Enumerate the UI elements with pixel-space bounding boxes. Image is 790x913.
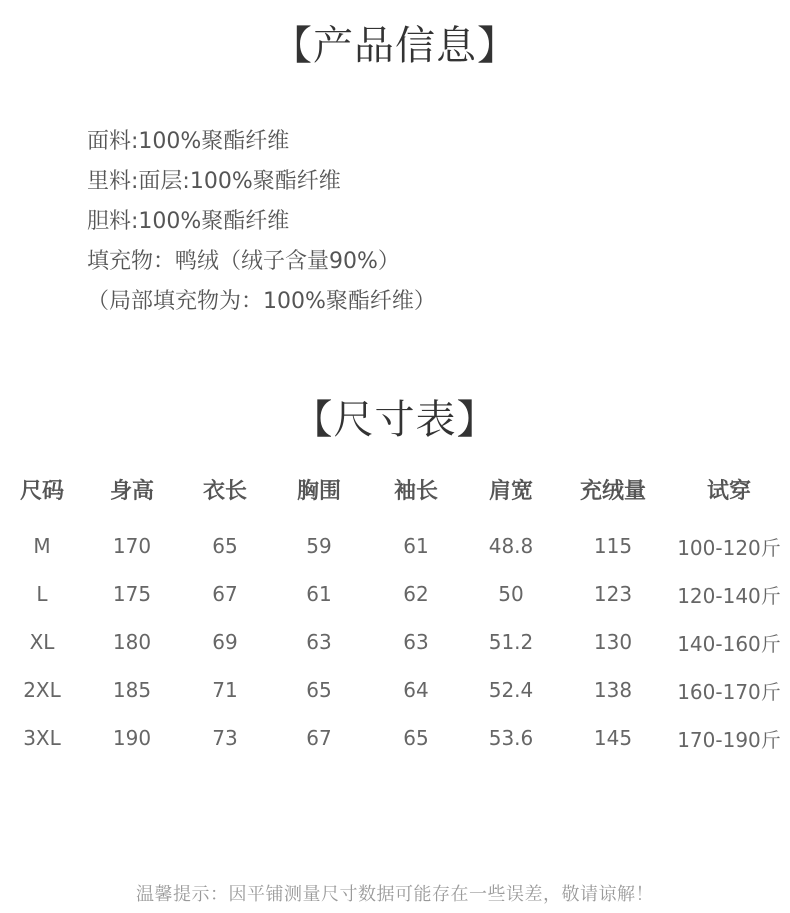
info-line-inner: 胆料:100%聚酯纤维	[87, 209, 290, 234]
cell-chest: 67	[306, 726, 332, 750]
cell-sleeve: 65	[403, 726, 429, 750]
cell-sleeve: 62	[403, 582, 429, 606]
cell-height: 175	[112, 582, 152, 606]
cell-down-fill: 123	[593, 582, 633, 606]
cell-height: 190	[112, 726, 152, 750]
header-fit-weight: 试穿	[706, 478, 751, 504]
table-row	[0, 570, 790, 618]
cell-shoulder: 50	[498, 582, 524, 606]
cell-sleeve: 63	[403, 630, 429, 654]
cell-length: 67	[212, 582, 238, 606]
size-chart-title: 【尺寸表】	[292, 397, 498, 443]
cell-fit-weight: 160-170斤	[677, 679, 781, 704]
cell-fit-weight: 120-140斤	[677, 583, 781, 608]
cell-size: 2XL	[23, 678, 61, 702]
table-header-row	[0, 462, 790, 516]
info-line-fabric: 面料:100%聚酯纤维	[87, 129, 290, 154]
table-row	[0, 618, 790, 666]
cell-down-fill: 115	[593, 534, 633, 558]
cell-shoulder: 52.4	[488, 678, 534, 702]
table-row	[0, 714, 790, 762]
cell-down-fill: 145	[593, 726, 633, 750]
header-size: 尺码	[19, 478, 64, 504]
info-line-partial-filling: （局部填充物为：100%聚酯纤维）	[87, 289, 436, 314]
table-row	[0, 666, 790, 714]
cell-down-fill: 130	[593, 630, 633, 654]
cell-size: XL	[29, 630, 55, 654]
product-info-title: 【产品信息】	[272, 23, 518, 69]
cell-sleeve: 61	[403, 534, 429, 558]
cell-chest: 61	[306, 582, 332, 606]
cell-fit-weight: 140-160斤	[677, 631, 781, 656]
cell-height: 185	[112, 678, 152, 702]
cell-shoulder: 48.8	[488, 534, 534, 558]
header-chest: 胸围	[296, 478, 341, 504]
cell-sleeve: 64	[403, 678, 429, 702]
cell-size: L	[36, 582, 48, 606]
cell-chest: 59	[306, 534, 332, 558]
header-length: 衣长	[202, 478, 247, 504]
cell-chest: 63	[306, 630, 332, 654]
info-line-lining: 里料:面层:100%聚酯纤维	[87, 169, 341, 194]
cell-height: 170	[112, 534, 152, 558]
header-shoulder: 肩宽	[488, 478, 533, 504]
cell-length: 71	[212, 678, 238, 702]
cell-down-fill: 138	[593, 678, 633, 702]
footnote-disclaimer: 温馨提示：因平铺测量尺寸数据可能存在一些误差，敬请谅解！	[136, 884, 654, 905]
cell-length: 73	[212, 726, 238, 750]
size-chart-table	[0, 462, 790, 762]
cell-size: 3XL	[23, 726, 61, 750]
header-sleeve: 袖长	[393, 478, 438, 504]
cell-length: 65	[212, 534, 238, 558]
cell-shoulder: 53.6	[488, 726, 534, 750]
cell-shoulder: 51.2	[488, 630, 534, 654]
cell-height: 180	[112, 630, 152, 654]
info-line-filling: 填充物：鸭绒（绒子含量90%）	[87, 249, 400, 274]
cell-fit-weight: 170-190斤	[677, 727, 781, 752]
table-row	[0, 516, 790, 570]
cell-chest: 65	[306, 678, 332, 702]
header-down-fill: 充绒量	[579, 478, 646, 504]
cell-length: 69	[212, 630, 238, 654]
header-height: 身高	[109, 478, 154, 504]
product-info-list	[87, 124, 436, 324]
cell-size: M	[33, 534, 51, 558]
cell-fit-weight: 100-120斤	[677, 535, 781, 560]
